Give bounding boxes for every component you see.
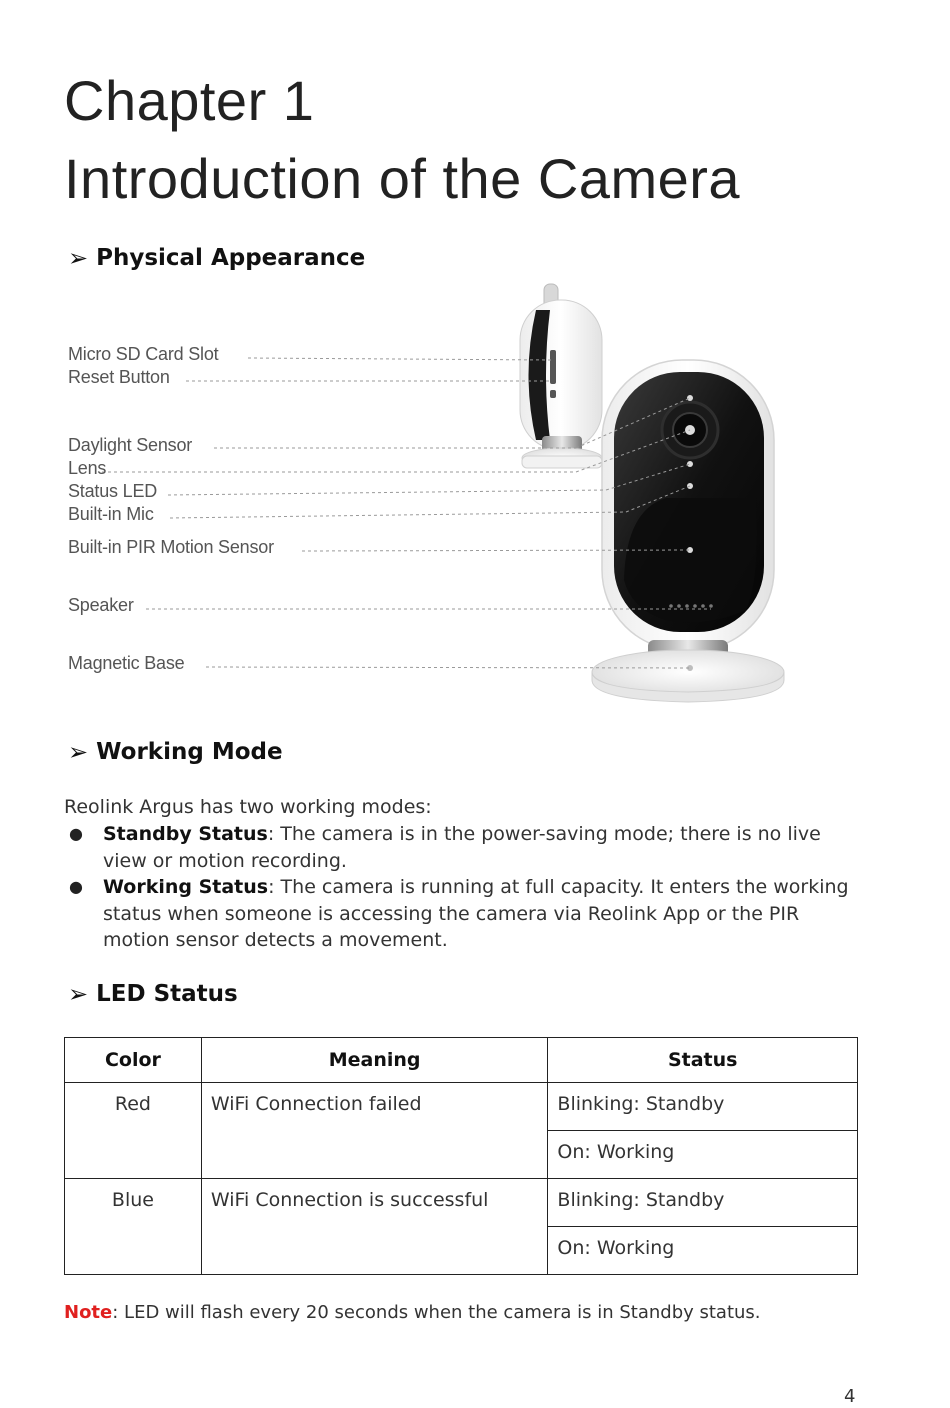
table-row xyxy=(65,1179,858,1227)
mode-description: : The camera is running at full capacity. It enters the working status when someone is accessing the camera via Reolink App or the PIR motion sensor detects a movement. xyxy=(103,876,849,951)
list-item xyxy=(64,821,864,874)
camera-side-view xyxy=(520,284,602,468)
table-row xyxy=(65,1083,858,1131)
bullet-icon: ● xyxy=(69,877,83,896)
section-title: Physical Appearance xyxy=(96,245,366,271)
cell-meaning: WiFi Connection failed xyxy=(201,1083,548,1179)
mode-description: : The camera is in the power-saving mode; there is no live view or motion recording. xyxy=(103,823,821,872)
callout-daylight-sensor: Daylight Sensor xyxy=(68,435,193,455)
list-item xyxy=(64,874,864,954)
chapter-subtitle: Introduction of the Camera xyxy=(64,147,741,210)
cell-meaning: WiFi Connection is successful xyxy=(201,1179,548,1275)
note-text: : LED will flash every 20 seconds when the camera is in Standby status. xyxy=(112,1302,761,1323)
section-title: Working Mode xyxy=(96,739,283,765)
callout-reset-button: Reset Button xyxy=(68,367,170,387)
arrow-bullet-icon: ➢ xyxy=(68,980,89,1008)
arrow-bullet-icon: ➢ xyxy=(68,738,89,766)
chapter-title xyxy=(64,62,740,218)
mode-term: Working Status xyxy=(103,876,269,898)
led-status-table xyxy=(64,1037,858,1275)
chapter-number: Chapter 1 xyxy=(64,69,315,132)
table-header-row xyxy=(65,1038,858,1083)
note xyxy=(64,1302,761,1323)
callout-speaker: Speaker xyxy=(68,595,134,615)
section-heading-physical-appearance xyxy=(68,244,365,272)
note-label: Note xyxy=(64,1302,113,1323)
section-title: LED Status xyxy=(96,981,238,1007)
camera-diagram xyxy=(66,280,860,728)
cell-status: On: Working xyxy=(548,1131,858,1179)
cell-status: Blinking: Standby xyxy=(548,1179,858,1227)
working-mode-intro: Reolink Argus has two working modes: xyxy=(64,796,432,818)
callout-micro-sd-card-slot: Micro SD Card Slot xyxy=(68,344,219,364)
callout-lens: Lens xyxy=(68,458,107,478)
cell-status: Blinking: Standby xyxy=(548,1083,858,1131)
callout-status-led: Status LED xyxy=(68,481,158,501)
cell-status: On: Working xyxy=(548,1227,858,1275)
mode-term: Standby Status xyxy=(103,823,268,845)
section-heading-working-mode xyxy=(68,738,283,766)
cell-color: Blue xyxy=(65,1179,202,1275)
camera-front-view xyxy=(592,360,784,702)
callout-built-in-mic: Built-in Mic xyxy=(68,504,154,524)
section-heading-led-status xyxy=(68,980,238,1008)
column-header-color: Color xyxy=(65,1038,202,1083)
column-header-status: Status xyxy=(548,1038,858,1083)
column-header-meaning: Meaning xyxy=(201,1038,548,1083)
page-number: 4 xyxy=(844,1386,856,1407)
cell-color: Red xyxy=(65,1083,202,1179)
working-mode-list xyxy=(64,821,864,954)
callout-magnetic-base: Magnetic Base xyxy=(68,653,185,673)
bullet-icon: ● xyxy=(69,824,83,843)
callout-pir-motion-sensor: Built-in PIR Motion Sensor xyxy=(68,537,274,557)
arrow-bullet-icon: ➢ xyxy=(68,244,89,272)
